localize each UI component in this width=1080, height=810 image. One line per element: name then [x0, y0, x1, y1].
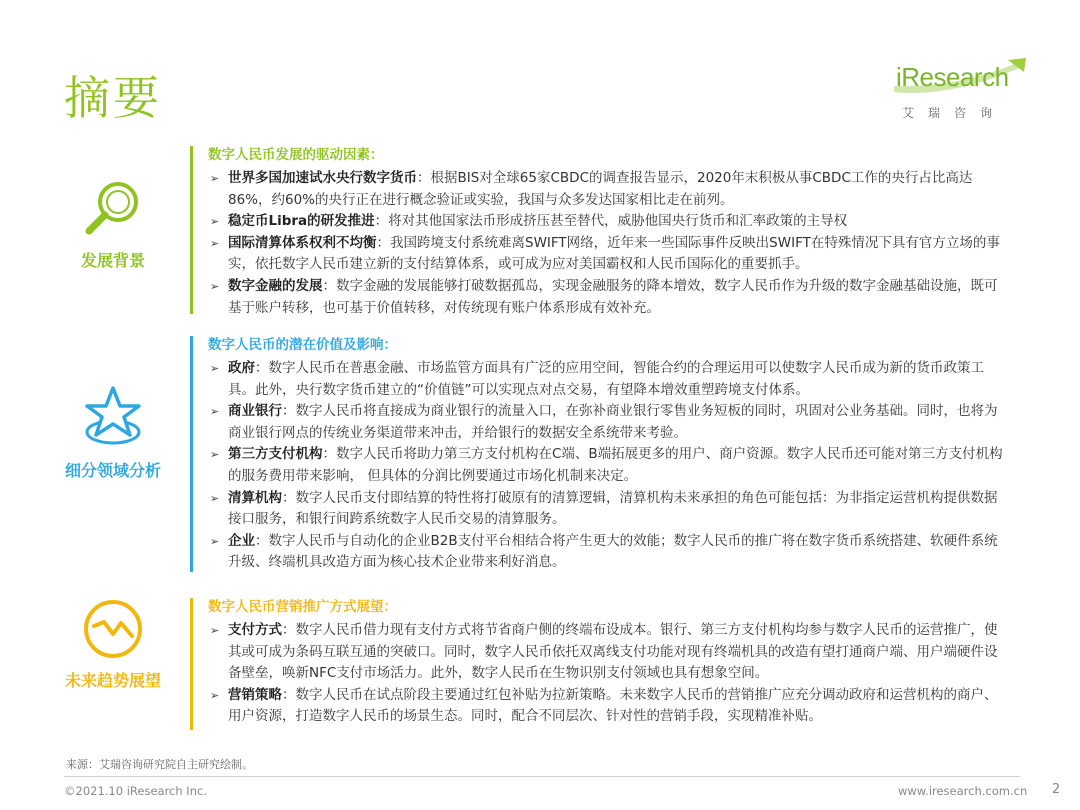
- section-content: [208, 336, 1008, 574]
- source-note: 来源：艾瑞咨询研究院自主研究绘制。: [66, 758, 253, 771]
- section-heading: 数字人民币发展的驱动因素：: [208, 147, 384, 163]
- bullet-arrow-icon: ➢: [210, 172, 220, 185]
- bullet-arrow-icon: ➢: [210, 688, 220, 702]
- trend-icon: [80, 596, 146, 662]
- section-divider: [190, 336, 193, 572]
- bullet-arrow-icon: ➢: [210, 491, 220, 505]
- section-heading: 数字人民币的潜在价值及影响：: [208, 337, 397, 353]
- bullet-arrow-icon: ➢: [210, 215, 220, 229]
- bullet-arrow-icon: ➢: [210, 279, 220, 293]
- list-item: ➢ 营销策略：数字人民币在试点阶段主要通过红包补贴为拉新策略。未来数字人民币的营销推广应充分调动政府和运营机构的商户、用户资源，打造数字人民币的场景生态。同时，配合不同层次、针对性的营销手段，实现精准补贴。: [210, 686, 998, 725]
- list-item: ➢ 数字金融的发展：数字金融的发展能够打破数据孤岛，实现金融服务的降本增效，数字人民币作为升级的数字金融基础设施，既可基于账户转移，也可基于价值转移，对传统现有账户体系形成有效补充。: [210, 277, 998, 316]
- section-divider: [190, 598, 193, 730]
- iresearch-logo: [892, 58, 1028, 124]
- bullet-arrow-icon: ➢: [210, 534, 220, 548]
- magnifier-icon: [80, 176, 146, 242]
- bullet-arrow-icon: ➢: [210, 624, 220, 637]
- bullet-arrow-icon: ➢: [210, 448, 220, 462]
- section-label-segments: 细分领域分析: [64, 461, 161, 480]
- section-label-background: 发展背景: [80, 251, 145, 270]
- list-item: ➢ 第三方支付机构：数字人民币将助力第三方支付机构在C端、B端拓展更多的用户、商户资源。数字人民币还可能对第三方支付机构的服务费用带来影响， 但具体的分润比例要通过市场化机制来决定。: [210, 446, 1003, 484]
- website-link[interactable]: www.iresearch.com.cn: [898, 784, 1028, 798]
- bullet-arrow-icon: ➢: [210, 362, 220, 375]
- section-divider: [190, 146, 193, 314]
- page-title: 摘要: [64, 71, 162, 125]
- bullet-arrow-icon: ➢: [210, 236, 220, 250]
- bullet-arrow-icon: ➢: [210, 405, 220, 419]
- list-item: ➢ 世界多国加速试水央行数字货币：根据BIS对全球65家CBDC的调查报告显示，2020年末积极从事CBDC工作的央行占比高达86%，约60%的央行正在进行概念验证或实验，我国与众多发达国家相比走在前列。: [210, 170, 973, 208]
- section-label-trends: 未来趋势展望: [64, 671, 161, 690]
- list-item: ➢ 稳定币Libra的研发推进：将对其他国家法币形成挤压甚至替代，威胁他国央行货币和汇率政策的主导权: [208, 211, 1008, 233]
- section-content: [208, 146, 1008, 319]
- logo-wordmark: iResearch: [896, 62, 1009, 92]
- logo-subtitle: 艾瑞咨询: [902, 106, 1007, 120]
- section-content: [208, 598, 1008, 728]
- list-item: ➢ 企业：数字人民币与自动化的企业B2B支付平台相结合将产生更大的效能；数字人民币的推广将在数字货币系统搭建、软硬件系统升级、终端机具改造方面为核心技术企业带来利好消息。: [210, 532, 998, 571]
- page-number: 2: [1052, 782, 1061, 797]
- list-item: ➢ 清算机构：数字人民币支付即结算的特性将打破原有的清算逻辑，清算机构未来承担的角色可能包括：为非指定运营机构提供数据接口服务，和银行间跨系统数字人民币交易的清算服务。: [210, 489, 998, 528]
- section-heading: 数字人民币营销推广方式展望：: [208, 599, 397, 615]
- copyright: ©2021.10 iResearch Inc.: [64, 784, 207, 798]
- list-item: ➢ 支付方式：数字人民币借力现有支付方式将节省商户侧的终端布设成本。银行、第三方支付机构均参与数字人民币的运营推广，使其或可成为条码互联互通的突破口。同时，数字人民币依托双离线支付功能对现有终端机具的改造有望打通商户端、用户端硬件设备壁垒，唤新NFC支付市场活力。此外，数字人民币在生物识别支付领域也具有想象空间。: [210, 622, 998, 682]
- list-item: ➢ 国际清算体系权利不均衡：我国跨境支付系统难离SWIFT网络，近年来一些国际事件反映出SWIFT在特殊情况下具有官方立场的事实，依托数字人民币建立新的支付结算体系，或可成为应对美国霸权和人民币国际化的重要抓手。: [210, 234, 1000, 273]
- list-item: ➢ 政府：数字人民币在普惠金融、市场监管方面具有广泛的应用空间，智能合约的合理运用可以使数字人民币成为新的货币政策工具。此外，央行数字货币建立的“价值链”可以实现点对点交易，有望降本增效重塑跨境支付体系。: [210, 360, 984, 398]
- list-item: ➢ 商业银行：数字人民币将直接成为商业银行的流量入口，在弥补商业银行零售业务短板的同时，巩固对公业务基础。同时，也将为商业银行网点的传统业务渠道带来冲击，并给银行的数据安全系统带来考验。: [210, 403, 998, 441]
- footer-divider: [64, 776, 1020, 777]
- star-icon: [80, 384, 146, 450]
